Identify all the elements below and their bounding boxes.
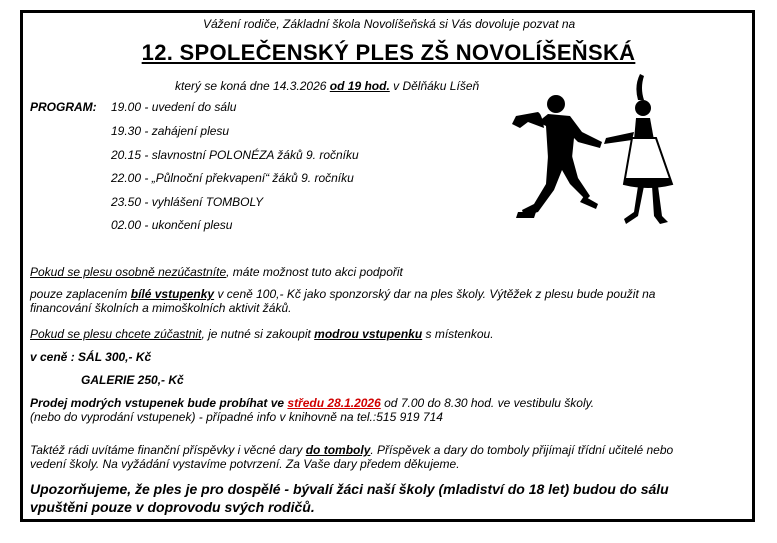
tombola-text: Taktéž rádi uvítáme finanční příspěvky i věcné dary: [30, 443, 306, 457]
sale-line-1: [30, 396, 594, 410]
event-title: 12. SPOLEČENSKÝ PLES ZŠ NOVOLÍŠEŇSKÁ: [141, 40, 636, 65]
woman-head: [635, 100, 651, 116]
dancing-couple-illustration: [508, 66, 678, 236]
man-head: [547, 95, 565, 113]
man-jacket: [538, 114, 602, 158]
man-shoe: [516, 212, 536, 218]
program-item: 23.50 - vyhlášení TOMBOLY: [111, 195, 264, 209]
support-text: v ceně 100,- Kč jako sponzorský dar na ples školy. Výtěžek z plesu bude použit na: [214, 287, 656, 301]
program-item: 20.15 - slavnostní POLONÉZA žáků 9. ročníku: [111, 148, 359, 162]
program-item: 22.00 - „Půlnoční překvapení“ žáků 9. ročníku: [111, 171, 354, 185]
tombola-emph: do tomboly: [305, 443, 371, 457]
attend-text: s místenkou.: [422, 327, 494, 341]
woman-arm: [604, 132, 634, 144]
notice-line-2: vpuštěni pouze v doprovodu svých rodičů.: [30, 499, 315, 515]
price-gallery: GALERIE 250,- Kč: [81, 373, 184, 387]
start-time: od 19 hod.: [329, 79, 390, 93]
attend-underlined: Pokud se plesu chcete zúčastnit: [30, 327, 202, 341]
attend-text: , je nutné si zakoupit: [201, 327, 315, 341]
man-raised-arm: [512, 112, 544, 128]
price-hall: v ceně : SÁL 300,- Kč: [30, 350, 152, 364]
tombola-line-2: vedení školy. Na vyžádání vystavíme potvrzení. Za Vaše dary předem děkujeme.: [30, 457, 460, 471]
white-ticket: bílé vstupenky: [130, 287, 215, 301]
date-line: [175, 79, 479, 93]
date-prefix: který se koná dne 14.3.2026: [175, 79, 330, 93]
sale-text: Prodej modrých vstupenek bude probíhat ve: [30, 396, 288, 410]
program-item: 02.00 - ukončení plesu: [111, 218, 233, 232]
tombola-text: . Příspěvek a dary do tomboly přijímají třídní učitelé nebo: [370, 443, 674, 457]
support-line-3: financování školních a mimoškolních aktivit žáků.: [30, 301, 292, 315]
woman-leg: [652, 186, 668, 224]
program-item: 19.30 - zahájení plesu: [111, 124, 230, 138]
man-legs: [522, 156, 590, 216]
blue-ticket: modrou vstupenku: [314, 327, 423, 341]
program-item: 19.00 - uvedení do sálu: [111, 100, 237, 114]
support-text: , máte možnost tuto akci podpořit: [226, 265, 403, 279]
notice-line-1: Upozorňujeme, že ples je pro dospělé - bývalí žáci naší školy (mladiství do 18 let) budou do sálu: [30, 481, 669, 497]
support-line-2: [30, 287, 655, 301]
tombola-line-1: [30, 443, 673, 457]
support-text: pouze zaplacením: [30, 287, 131, 301]
support-underlined: Pokud se plesu osobně nezúčastníte: [30, 265, 227, 279]
woman-raised-arm: [636, 74, 644, 100]
sale-date: středu 28.1.2026: [287, 396, 381, 410]
woman-bodice: [634, 118, 654, 140]
sale-text: od 7.00 do 8.30 hod. ve vestibulu školy.: [380, 396, 595, 410]
man-shoe: [580, 196, 598, 209]
support-line-1: [30, 265, 403, 279]
attend-line: [30, 327, 494, 341]
intro-text: Vážení rodiče, Základní škola Novolíšeňská si Vás dovoluje pozvat na: [203, 17, 576, 31]
venue: v Dělňáku Líšeň: [389, 79, 480, 93]
program-label: PROGRAM:: [30, 100, 97, 114]
woman-leg: [624, 186, 644, 224]
sale-line-2: (nebo do vyprodání vstupenek) - případné info v knihovně na tel.:515 919 714: [30, 410, 443, 424]
